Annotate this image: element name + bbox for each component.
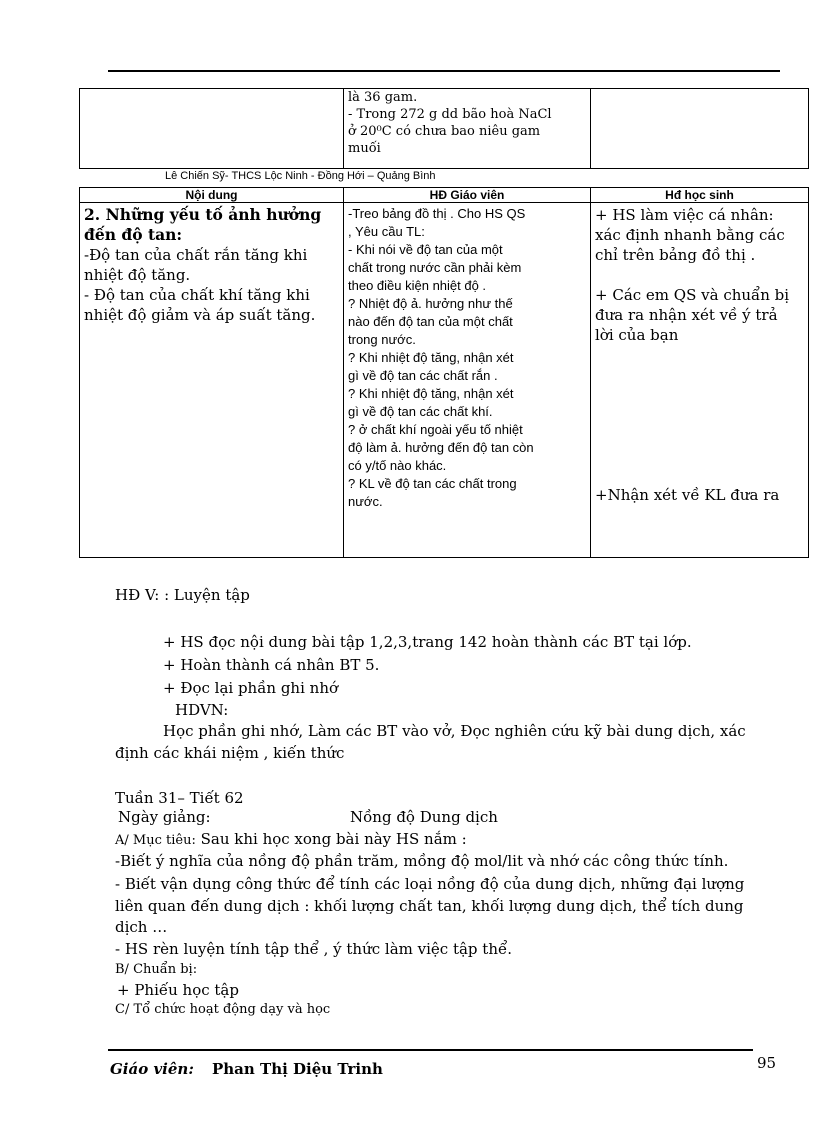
header-teacher: HĐ Giáo viên (344, 188, 591, 203)
header-content: Nội dung (80, 188, 344, 203)
student-line: đưa ra nhận xét về ý trả (595, 306, 778, 324)
teacher-line: ? Khi nhiệt độ tăng, nhận xét (348, 350, 514, 365)
teacher-line: độ làm ả. hưởng đến độ tan còn (348, 440, 534, 455)
preparation-label: B/ Chuẩn bị: (115, 962, 198, 977)
top-middle-line: muối (348, 141, 381, 156)
content-line: -Độ tan của chất rắn tăng khi (84, 246, 308, 264)
teacher-line: theo điều kiện nhiệt độ . (348, 278, 487, 293)
content-line: nhiệt độ tăng. (84, 266, 191, 284)
practice-item: + Hoàn thành cá nhân BT 5. (163, 656, 380, 674)
homework-label: HDVN: (175, 701, 229, 719)
organization-label: C/ Tổ chức hoạt động dạy và học (115, 1002, 331, 1017)
teacher-line: ? Khi nhiệt độ tăng, nhận xét (348, 386, 514, 401)
teacher-cell (344, 203, 591, 558)
top-cell-right (591, 89, 809, 169)
week-label: Tuần 31– Tiết 62 (115, 789, 244, 807)
practice-item: + HS đọc nội dung bài tập 1,2,3,trang 142 hoàn thành các BT tại lớp. (163, 633, 692, 651)
activity-5-heading: HĐ V: : Luyện tập (115, 586, 250, 604)
top-table-fragment (79, 88, 809, 169)
objective-line: liên quan đến dung dịch : khối lượng chất tan, khối lượng dung dịch, thể tích dung (115, 897, 744, 915)
teacher-line: , Yêu cầu TL: (348, 224, 425, 239)
teacher-line: ? Nhiệt độ ả. hưởng như thế (348, 296, 513, 311)
teacher-line: gì về độ tan các chất khí. (348, 404, 493, 419)
teacher-line: nước. (348, 494, 383, 509)
teacher-line: ? ở chất khí ngoài yếu tố nhiệt (348, 422, 523, 437)
content-line: - Độ tan của chất khí tăng khi (84, 286, 310, 304)
objective-intro: Sau khi học xong bài này HS nắm : (200, 830, 467, 848)
top-middle-line: ở 20⁰C có chưa bao niêu gam (348, 124, 541, 139)
student-line: +Nhận xét về KL đưa ra (595, 486, 780, 504)
objective-line: -Biết ý nghĩa của nồng độ phần trăm, mồng độ mol/lit và nhớ các công thức tính. (115, 852, 729, 870)
header-student: Hđ học sinh (591, 188, 809, 203)
teacher-line: chất trong nước cần phải kèm (348, 260, 522, 275)
lesson-title: Nồng độ Dung dịch (350, 808, 498, 826)
lesson-table (79, 187, 809, 558)
top-middle-line: - Trong 272 g dd bão hoà NaCl (348, 107, 552, 122)
objective-row (115, 829, 467, 851)
section-title: đến độ tan: (84, 225, 183, 244)
student-line: lời của bạn (595, 326, 679, 344)
content-line: nhiệt độ giảm và áp suất tăng. (84, 306, 316, 324)
section-title: 2. Những yếu tố ảnh hưởng (84, 205, 322, 224)
top-cell-middle (344, 89, 591, 169)
page-number: 95 (757, 1054, 777, 1072)
student-line: + HS làm việc cá nhân: (595, 206, 774, 224)
content-cell (80, 203, 344, 558)
top-cell-left (80, 89, 344, 169)
objective-line: - Biết vận dụng công thức để tính các loại nồng độ của dung dịch, những đại lượng (115, 875, 745, 893)
homework-text: Học phần ghi nhớ, Làm các BT vào vở, Đọc nghiên cứu kỹ bài dung dịch, xác (163, 722, 746, 740)
practice-item: + Đọc lại phần ghi nhớ (163, 679, 339, 697)
teacher-line: ? KL về độ tan các chất trong (348, 476, 517, 491)
homework-text: định các khái niệm , kiến thức (115, 744, 345, 762)
footer-teacher-label: Giáo viên: (110, 1060, 194, 1078)
teacher-line: nào đến độ tan của một chất (348, 314, 513, 329)
footer-rule (108, 1049, 753, 1051)
student-cell (591, 203, 809, 558)
teacher-line: có y/tố nào khác. (348, 458, 447, 473)
preparation-item: + Phiếu học tập (117, 981, 239, 999)
teacher-line: gì về độ tan các chất rắn . (348, 368, 498, 383)
objective-line: - HS rèn luyện tính tập thể , ý thức làm việc tập thể. (115, 940, 512, 958)
teaching-date-label: Ngày giảng: (118, 808, 211, 826)
teacher-line: -Treo bảng đồ thị . Cho HS QS (348, 206, 526, 221)
student-line: + Các em QS và chuẩn bị (595, 286, 790, 304)
credit-line: Lê Chiến Sỹ- THCS Lộc Ninh - Đồng Hới – Quảng Bình (165, 170, 436, 182)
student-line: chỉ trên bảng đồ thị . (595, 246, 756, 264)
student-line: xác định nhanh bằng các (595, 226, 785, 244)
teacher-line: trong nước. (348, 332, 416, 347)
objective-label: A/ Mục tiêu: (115, 833, 196, 848)
objective-line: dịch … (115, 918, 168, 936)
footer-teacher-name: Phan Thị Diệu Trinh (212, 1060, 383, 1078)
teacher-line: - Khi nói về độ tan của một (348, 242, 503, 257)
header-rule (108, 70, 780, 72)
top-middle-line: là 36 gam. (348, 90, 418, 105)
